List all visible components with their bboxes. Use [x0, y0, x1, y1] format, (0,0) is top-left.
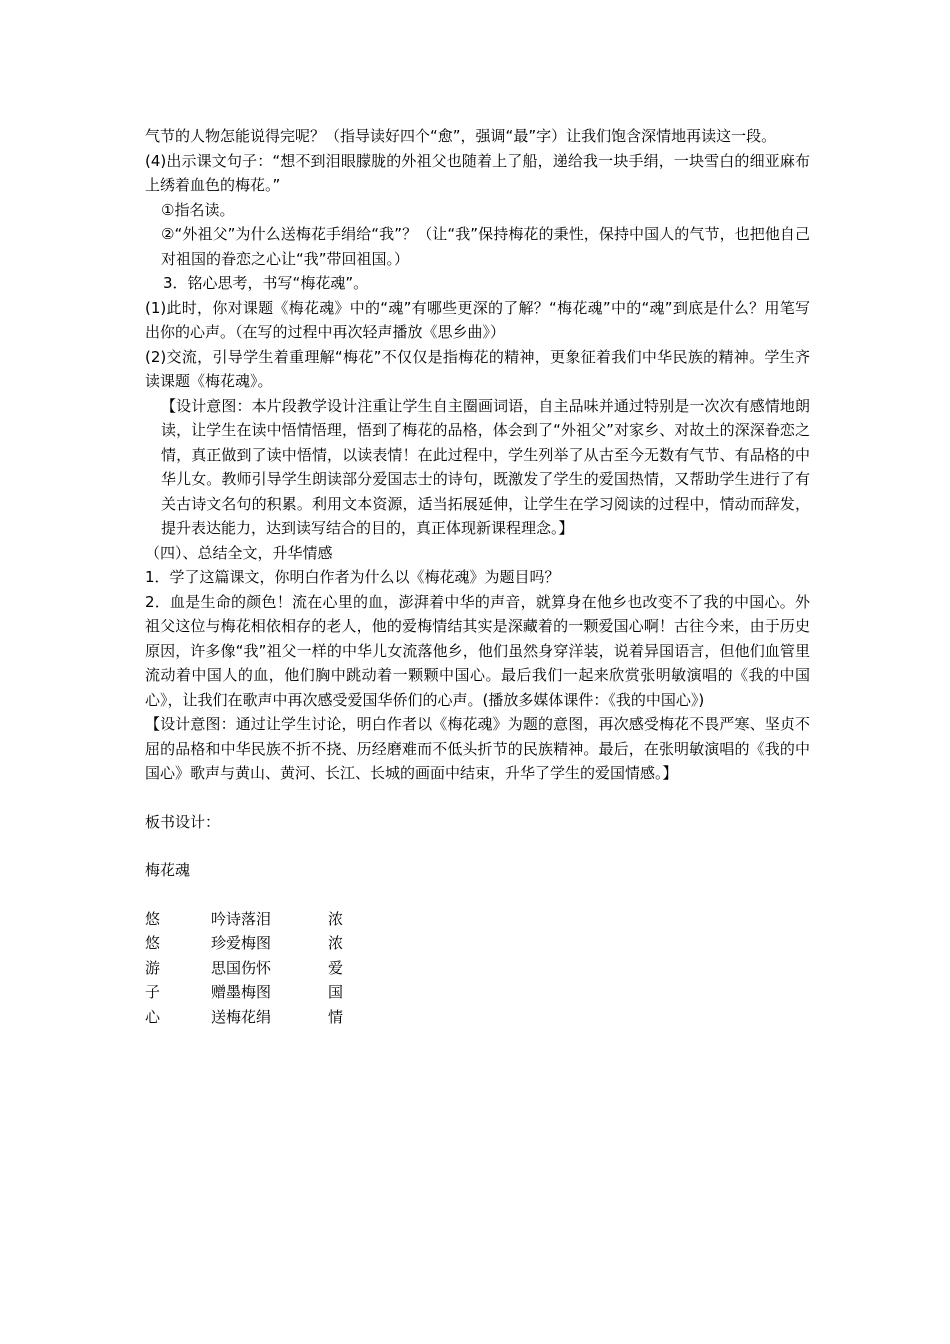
board-cell-left: 游 — [145, 958, 161, 977]
document-page — [145, 124, 810, 1029]
board-title: 梅花魂 — [145, 861, 191, 879]
spacer — [145, 883, 810, 907]
paragraph-design-intent-2: 【设计意图：通过让学生讨论，明白作者以《梅花魂》为题的意图，再次感受梅花不畏严寒、坚贞不屈的品格和中华民族不折不挠、历经磨难而不低头折节的民族精神。最后，在张明敏演唱的《我的中国心》歌声与黄山、黄河、长江、长城的画面中结束，升华了学生的爱国情感。】 — [145, 715, 810, 782]
board-cell-middle: 赠墨梅图 — [211, 983, 272, 1001]
board-cell-left: 悠 — [145, 934, 161, 952]
paragraph-section-3-2: (2)交流，引导学生着重理解“梅花”不仅仅是指梅花的精神，更象征着我们中华民族的精神。学生齐读课题《梅花魂》。 — [145, 347, 810, 390]
board-cell-right: 爱 — [328, 958, 344, 977]
paragraph-step-4-1: ①指名读。 — [161, 200, 235, 219]
board-cell-right: 浓 — [328, 934, 344, 952]
board-cell-left: 子 — [145, 983, 161, 1001]
board-cell-left: 心 — [145, 1007, 161, 1026]
board-cell-middle: 送梅花绢 — [211, 1007, 272, 1026]
paragraph-design-intent-1: 【设计意图：本片段教学设计注重让学生自主圈画词语，自主品味并通过特别是一次次有感情地朗读，让学生在读中悟情悟理，悟到了梅花的品格，体会到了“外祖父”对家乡、对故土的深深眷恋之情，真正做到了读中悟情，以读表情！在此过程中，学生列举了从古至今无数有气节、有品格的中华儿女。教师引导学生朗读部分爱国志士的诗句，既激发了学生的爱国热情，又帮助学生进行了有关古诗文名句的积累。利用文本资源，适当拓展延伸，让学生在学习阅读的过程中，情动而辞发，提升表达能力，达到读写结合的目的，真正体现新课程理念。】 — [161, 396, 810, 537]
board-cell-middle: 思国伤怀 — [211, 958, 272, 977]
board-design-heading: 板书设计： — [145, 812, 221, 831]
board-row — [145, 1005, 810, 1030]
paragraph-section-3: 3．铭心思考，书写“梅花魂”。 — [163, 274, 369, 292]
paragraph-intro: 气节的人物怎能说得完呢？（指导读好四个“愈”，强调“最”字）让我们饱含深情地再读这一段。 — [145, 127, 777, 145]
paragraph-section-3-1: (1)此时，你对课题《梅花魂》中的“魂”有哪些更深的了解？“梅花魂”中的“魂”到底是什么？用笔写出你的心声。（在写的过程中再次轻声播放《思乡曲》） — [145, 298, 810, 341]
spacer — [145, 834, 810, 858]
paragraph-summary-1: 1．学了这篇课文，你明白作者为什么以《梅花魂》为题目吗？ — [145, 568, 560, 586]
paragraph-step-4-2: ②“外祖父”为什么送梅花手绢给“我”？（让“我”保持梅花的秉性，保持中国人的气节，也把他自己对祖国的眷恋之心让“我”带回祖国。） — [161, 225, 810, 268]
board-cell-right: 浓 — [328, 909, 344, 928]
board-table — [145, 907, 810, 1030]
board-row — [145, 931, 810, 956]
board-cell-right: 国 — [328, 983, 344, 1001]
paragraph-section-four-heading: （四）、总结全文，升华情感 — [145, 543, 333, 562]
board-row — [145, 907, 810, 932]
paragraph-step-4: (4)出示课文句子：“想不到泪眼朦胧的外祖父也随着上了船，递给我一块手绢，一块雪白的细亚麻布上绣着血色的梅花。” — [145, 151, 810, 194]
board-row — [145, 956, 810, 981]
board-row — [145, 980, 810, 1005]
board-cell-left: 悠 — [145, 909, 161, 928]
paragraph-summary-2: 2．血是生命的颜色！流在心里的血，澎湃着中华的声音，就算身在他乡也改变不了我的中国心。外祖父这位与梅花相依相存的老人，他的爱梅情结其实是深藏着的一颗爱国心啊！古往今来，由于历史原因，许多像“我”祖父一样的中华儿女流落他乡，他们虽然身穿洋装，说着异国语言，但他们血管里流动着中国人的血，他们胸中跳动着一颗颗中国心。最后我们一起来欣赏张明敏演唱的《我的中国心》，让我们在歌声中再次感受爱国华侨们的心声。(播放多媒体课件：《我的中国心》) — [145, 592, 810, 709]
board-cell-middle: 吟诗落泪 — [211, 909, 272, 928]
spacer — [145, 786, 810, 810]
board-cell-middle: 珍爱梅图 — [211, 934, 272, 952]
board-cell-right: 情 — [328, 1007, 344, 1026]
